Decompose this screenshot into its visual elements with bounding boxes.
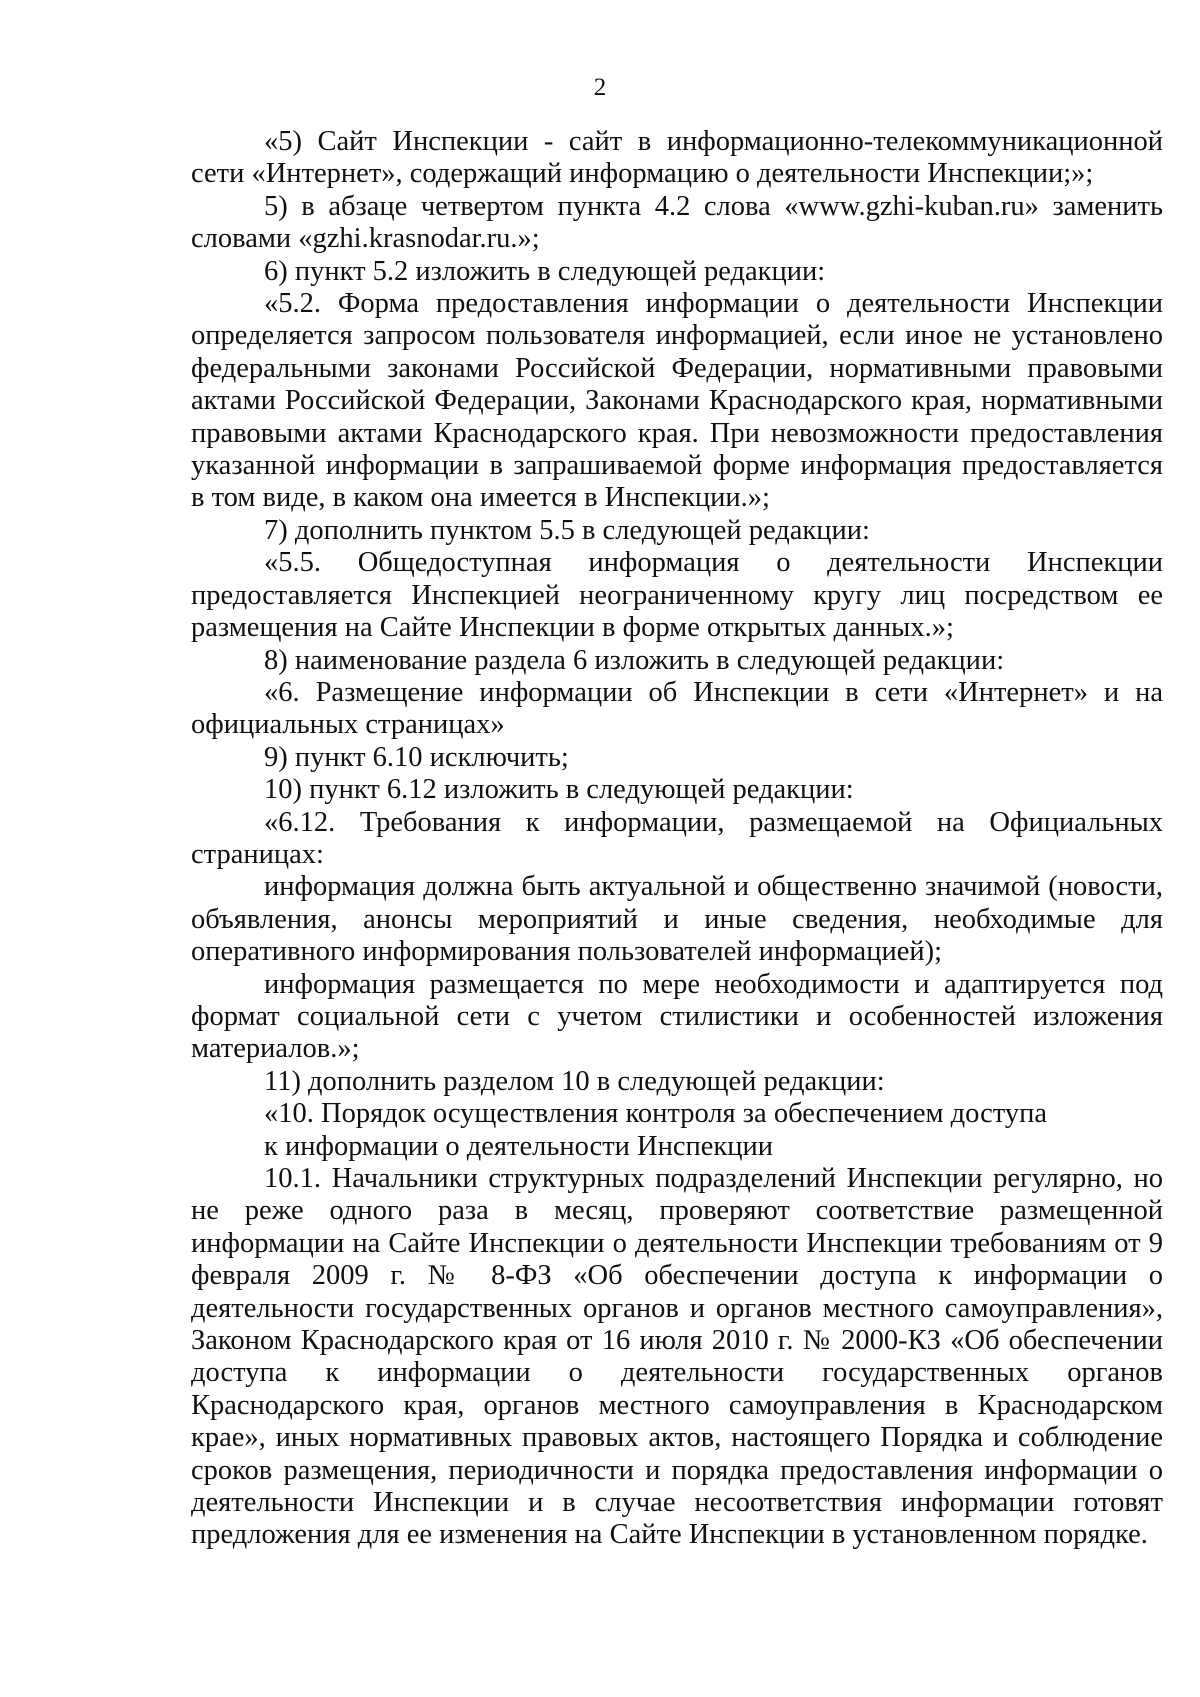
paragraph-section-10-title-cont: к информации о деятельности Инспекции (264, 1130, 774, 1162)
paragraph-requirement-format: информация размещается по мере необходимости и адаптируется под формат социальной сети с учетом стилистики и особенностей изложения материалов.»; (191, 968, 1163, 1065)
paragraph-amendment-7: 7) дополнить пунктом 5.5 в следующей редакции: (264, 514, 870, 546)
paragraph-section-6-title: «6. Размещение информации об Инспекции в сети «Интернет» и на официальных страницах» (191, 676, 1163, 741)
paragraph-section-10-title: «10. Порядок осуществления контроля за обеспечением доступа (264, 1098, 1048, 1130)
paragraph-site-definition: «5) Сайт Инспекции - сайт в информационно-телекоммуникационной сети «Интернет», содержащий информацию о деятельности Инспекции;»; (191, 126, 1163, 190)
paragraph-amendment-11: 11) дополнить разделом 10 в следующей редакции: (264, 1065, 885, 1097)
paragraph-requirement-relevance: информация должна быть актуальной и общественно значимой (новости, объявления, анонсы мероприятий и иные сведения, необходимые для оперативного информирования пользователей информацией); (191, 871, 1163, 968)
paragraph-amendment-5: 5) в абзаце четвертом пункта 4.2 слова «www.gzhi-kuban.ru» заменить словами «gzhi.krasnodar.ru.»; (191, 190, 1163, 255)
paragraph-amendment-10: 10) пункт 6.12 изложить в следующей редакции: (264, 774, 854, 806)
document-body (191, 126, 1163, 1552)
paragraph-amendment-9: 9) пункт 6.10 исключить; (264, 741, 569, 773)
paragraph-amendment-6: 6) пункт 5.2 изложить в следующей редакции: (264, 255, 826, 287)
paragraph-clause-5-5: «5.5. Общедоступная информация о деятельности Инспекции предоставляется Инспекцией неограниченному кругу лиц посредством ее размещения на Сайте Инспекции в форме открытых данных.»; (191, 547, 1163, 644)
paragraph-clause-6-12: «6.12. Требования к информации, размещаемой на Официальных страницах: (191, 806, 1163, 870)
paragraph-clause-10-1: 10.1. Начальники структурных подразделений Инспекции регулярно, но не реже одного раза в месяц, проверяют соответствие размещенной информации на Сайте Инспекции о деятельности Инспекции требованиям от 9 февраля 2009 г. № 8-ФЗ «Об обеспечении доступа к информации о деятельности государственных органов и органов местного самоуправления», Законом Краснодарского края от 16 июля 2010 г. № 2000-КЗ «Об обеспечении доступа к информации о деятельности государственных органов Краснодарского края, органов местного самоуправления в Краснодарском крае», иных нормативных правовых актов, настоящего Порядка и соблюдение сроков размещения, периодичности и порядка предоставления информации о деятельности Инспекции и в случае несоответствия информации готовят предложения для ее изменения на Сайте Инспекции в установленном порядке. (191, 1163, 1163, 1551)
page-number: 2 (593, 74, 607, 101)
paragraph-clause-5-2: «5.2. Форма предоставления информации о деятельности Инспекции определяется запросом пользователя информацией, если иное не установлено федеральными законами Российской Федерации, нормативными правовыми актами Российской Федерации, Законами Краснодарского края, нормативными правовыми актами Краснодарского края. При невозможности предоставления указанной информации в запрашиваемой форме информация предоставляется в том виде, в каком она имеется в Инспекции.»; (191, 288, 1163, 514)
paragraph-amendment-8: 8) наименование раздела 6 изложить в следующей редакции: (264, 644, 1005, 676)
